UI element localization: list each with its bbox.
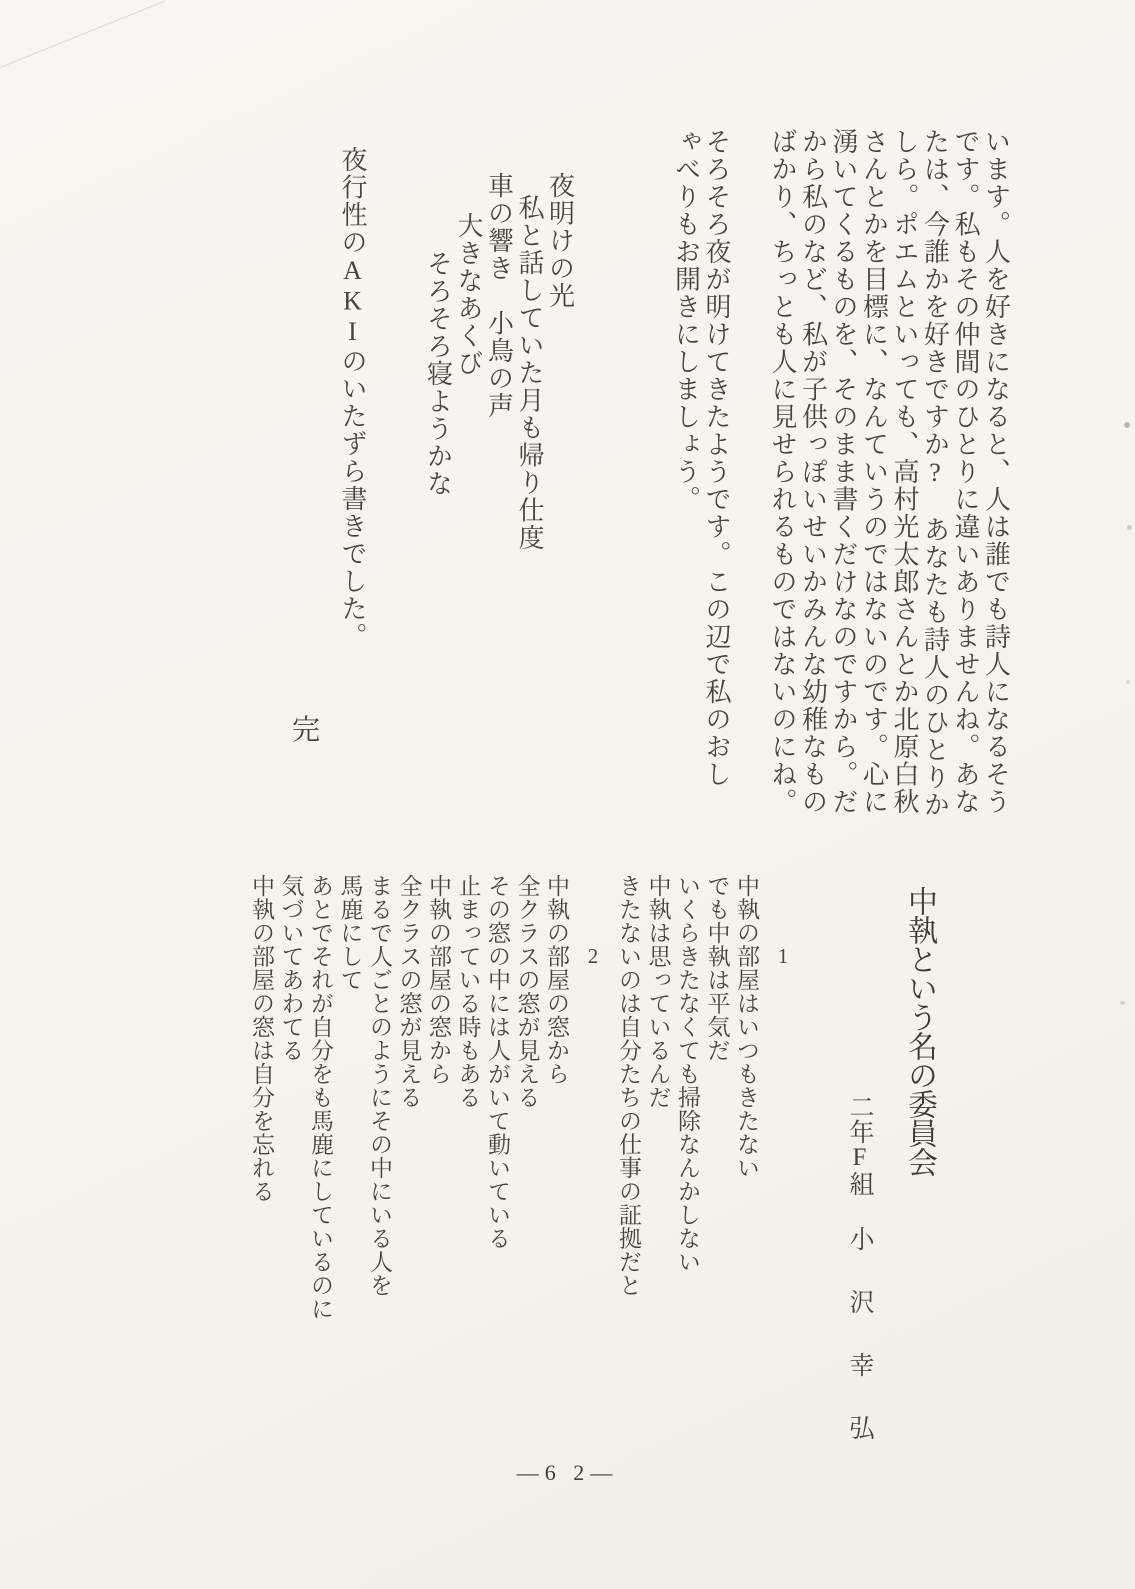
dawn-poem-line: 夜明けの光 <box>545 172 575 310</box>
dawn-poem-line: 大きなあくび <box>454 212 483 377</box>
dawn-poem-line: 私と話していた月も帰り仕度 <box>515 194 544 552</box>
poem-line: でも中執は平気だ <box>704 874 730 1062</box>
poem-author <box>841 1094 877 1478</box>
essay-text-block <box>668 128 1013 819</box>
section-number: 2 <box>581 944 605 969</box>
essay-line: 湧いてくるものを、そのまま書くだけなのですから。だ <box>829 128 858 816</box>
poem-line: あとでそれが自分をも馬鹿にしているのに <box>308 874 333 1321</box>
poem-line: 止まっている時もある <box>455 874 481 1109</box>
poem-title: 中執という名の委員会 <box>903 886 936 1176</box>
dawn-poem-block <box>420 172 577 552</box>
poem-line: 馬鹿にして <box>337 874 363 992</box>
colophon-note-line: 夜行性のAKIのいたずら書きでした。 <box>338 146 367 650</box>
scan-speck <box>1126 680 1130 684</box>
poem-line: 中執の部屋の窓から <box>426 874 451 1086</box>
essay-line: たは、今誰かを好きですか? あなたも詩人のひとりか <box>920 128 950 819</box>
paper-crease <box>0 1 165 77</box>
colophon-note <box>339 146 365 650</box>
poem-line: 中執の部屋の窓は自分を忘れる <box>249 874 274 1203</box>
poem-line: 中執の部屋はいつもきたない <box>734 874 759 1180</box>
poem-line: 全クラスの窓が見える <box>514 874 540 1109</box>
essay-line: です。私もその仲間のひとりに違いありませんね。あな <box>951 128 980 816</box>
end-mark: 完 <box>292 715 321 746</box>
essay-line: ばかり、ちっとも人に見せられるものではないのにね。 <box>768 128 797 816</box>
essay-line: しら。ポエムといっても、高村光太郎さんとか北原白秋 <box>890 128 919 816</box>
essay-line: から私のなど、私が子供っぽいせいかみんな幼稚なもの <box>798 128 828 816</box>
poem-line: 中執の部屋の窓から <box>544 874 569 1086</box>
dawn-poem-line: 車の響き 小鳥の声 <box>484 172 514 420</box>
poem-line: その窓の中には人がいて動いている <box>485 874 510 1250</box>
author-name: 小沢幸弘 <box>846 1226 873 1478</box>
poem-line: きたないのは自分たちの仕事の証拠だと <box>616 874 641 1297</box>
poem-line: いくらきたなくても掃除なんかしない <box>675 874 700 1274</box>
dawn-poem-line: そろそろ寝ようかな <box>423 250 453 498</box>
poem-line: 中執は思っているんだ <box>645 874 671 1109</box>
author-class: 二年F組 <box>846 1094 873 1196</box>
scan-speck <box>1120 1001 1125 1005</box>
essay-line: います。人を好きになると、人は誰でも詩人になるそう <box>981 128 1011 816</box>
essay-closing-line: そろそろ夜が明けてきたようです。この辺で私のおし <box>702 128 731 788</box>
essay-line: さんとかを目標に、なんていうのではないのです。心に <box>859 128 889 816</box>
poem-line: 気づいてあわてる <box>278 874 304 1062</box>
scan-speck <box>1124 422 1130 428</box>
page-number: —6 2— <box>516 1460 619 1485</box>
poem-line: 全クラスの窓が見える <box>396 874 422 1109</box>
poem-line: まるで人ごとのようにその中にいる人を <box>367 874 392 1297</box>
scan-speck <box>1127 525 1132 530</box>
essay-closing-line: ゃべりもお開きにしましょう。 <box>671 128 701 513</box>
section-number: 1 <box>771 944 795 969</box>
poem-body <box>244 874 808 1321</box>
